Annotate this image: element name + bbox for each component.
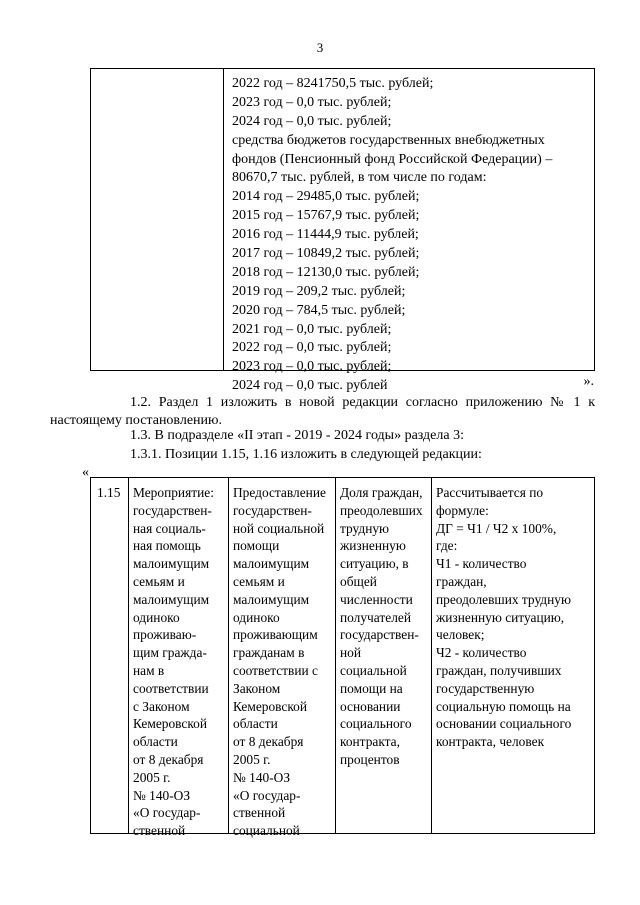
funding-line: 2023 год – 0,0 тыс. рублей; [232,94,392,110]
cell-line: Законом [233,680,281,696]
cell-line: социальной [233,823,300,839]
cell-line: Рассчитывается по [436,485,544,500]
cell-line: № 140-ОЗ [233,769,291,785]
page-number: 3 [316,40,324,55]
cell-line: трудную [340,520,390,536]
cell-line: нам в [133,662,165,678]
cell-line: основании социального [436,716,572,732]
cell-line: общей [340,573,377,589]
cell-line: ДГ = Ч1 / Ч2 x 100%, [436,520,557,536]
funding-line: 2018 год – 12130,0 тыс. рублей; [232,264,420,280]
cell-line: щим гражда- [133,645,207,661]
cell-line: области [233,716,278,732]
cell-line: Ч2 - количество [436,645,527,661]
table-column-divider [228,478,229,833]
table-column-divider [128,478,129,833]
cell-line: Предоставление [233,485,326,500]
cell-line: малоимущим [133,556,210,572]
cell-line: проживающим [233,627,318,643]
cell-line: соответствии [133,680,209,696]
positions-table [90,477,595,839]
cell-line: ственной [233,805,286,821]
cell-line: государствен- [340,627,419,643]
funding-line: 2023 год – 0,0 тыс. рублей; [232,359,392,375]
cell-line: малоимущим [133,591,210,607]
cell-line: гражданам в [233,645,305,661]
paragraph-1-2 [50,394,595,430]
table-column-divider [223,69,224,370]
cell-line: ной социальной [233,520,325,536]
cell-line: получателей [340,609,411,625]
funding-line: 2016 год – 11444,9 тыс. рублей; [232,227,419,243]
funding-line: 2021 год – 0,0 тыс. рублей; [232,321,392,337]
funding-line: 2024 год – 0,0 тыс. рублей; [232,113,392,129]
funding-line: 2015 год – 15767,9 тыс. рублей; [232,208,420,224]
cell-line: контракта, [340,734,400,750]
cell-line: № 140-ОЗ [133,787,191,803]
cell-line: 2005 г. [133,769,171,785]
cell-line: «О государ- [233,787,301,803]
cell-line: семьям и [233,573,285,589]
cell-indicator [340,484,423,769]
cell-line: соответствии с [233,662,318,678]
cell-line: Доля граждан, [340,485,423,500]
cell-line: контракта, человек [436,734,545,750]
cell-line: ственной [133,823,186,839]
cell-line: государственную [436,680,535,696]
cell-event [133,484,214,840]
cell-line: помощи на [340,680,403,696]
cell-line: «О государ- [133,805,201,821]
paragraph-1-3-1: 1.3.1. Позиции 1.15, 1.16 изложить в следующей редакции: [130,447,482,462]
paragraph-line: настоящему постановлению. [50,413,222,428]
cell-description [233,484,326,840]
cell-line: одиноко [233,609,280,625]
funding-line: средства бюджетов государственных внебюджетных [232,132,545,148]
cell-line: малоимущим [233,591,310,607]
cell-line: численности [340,591,413,607]
funding-line: фондов (Пенсионный фонд Российской Федерации) – [232,151,553,167]
funding-table [90,68,595,394]
cell-line: 2005 г. [233,751,271,767]
cell-line: формуле: [436,502,489,518]
cell-line: проживаю- [133,627,197,643]
paragraph-1-3: 1.3. В подразделе «II этап - 2019 - 2024 годы» раздела 3: [130,428,464,443]
table-column-divider [431,478,432,833]
cell-line: граждан, получивших [436,662,562,678]
cell-line: одиноко [133,609,180,625]
cell-line: от 8 декабря [133,751,204,767]
funding-text [232,75,588,396]
cell-line: основании [340,698,401,714]
funding-line: 2020 год – 784,5 тыс. рублей; [232,302,406,318]
cell-line: социальную помощь на [436,698,571,714]
cell-line: помощи [233,538,280,554]
cell-line: государствен- [233,502,312,518]
cell-line: от 8 декабря [233,734,304,750]
cell-line: Ч1 - количество [436,556,527,572]
funding-line: 2024 год – 0,0 тыс. рублей [232,378,388,394]
funding-line: 2022 год – 0,0 тыс. рублей; [232,340,392,356]
cell-line: ная помощь [133,538,201,554]
cell-line: граждан, [436,573,487,589]
cell-line: малоимущим [233,556,310,572]
cell-line: Кемеровской [133,716,208,732]
closing-quote: ». [583,374,594,389]
cell-line: человек; [436,627,485,643]
cell-line: государствен- [133,502,212,518]
cell-line: социального [340,716,412,732]
cell-line: Мероприятие: [133,485,214,500]
cell-line: социальной [340,662,407,678]
cell-line: жизненную ситуацию, [436,609,565,625]
cell-line: где: [436,538,458,554]
funding-line: 2014 год – 29485,0 тыс. рублей; [232,189,420,205]
cell-line: ной [340,645,362,661]
cell-line: ная социаль- [133,520,206,536]
funding-line: 2022 год – 8241750,5 тыс. рублей; [232,76,434,91]
cell-line: процентов [340,751,400,767]
cell-line: преодолевших трудную [436,591,571,607]
cell-formula [436,484,571,751]
opening-quote: « [82,465,89,480]
funding-line: 2019 год – 209,2 тыс. рублей; [232,283,406,299]
cell-line: ситуацию, в [340,556,409,572]
table-column-divider [335,478,336,833]
cell-line: жизненную [340,538,406,554]
cell-line: области [133,734,178,750]
funding-line: 80670,7 тыс. рублей, в том числе по годам: [232,170,487,186]
cell-line: семьям и [133,573,185,589]
row-number: 1.15 [97,485,121,500]
cell-line: с Законом [133,698,190,714]
funding-line: 2017 год – 10849,2 тыс. рублей; [232,246,420,262]
cell-line: преодолевших [340,502,423,518]
cell-line: Кемеровской [233,698,308,714]
paragraph-line: 1.2. Раздел 1 изложить в новой редакции согласно приложению № 1 к [130,395,595,410]
